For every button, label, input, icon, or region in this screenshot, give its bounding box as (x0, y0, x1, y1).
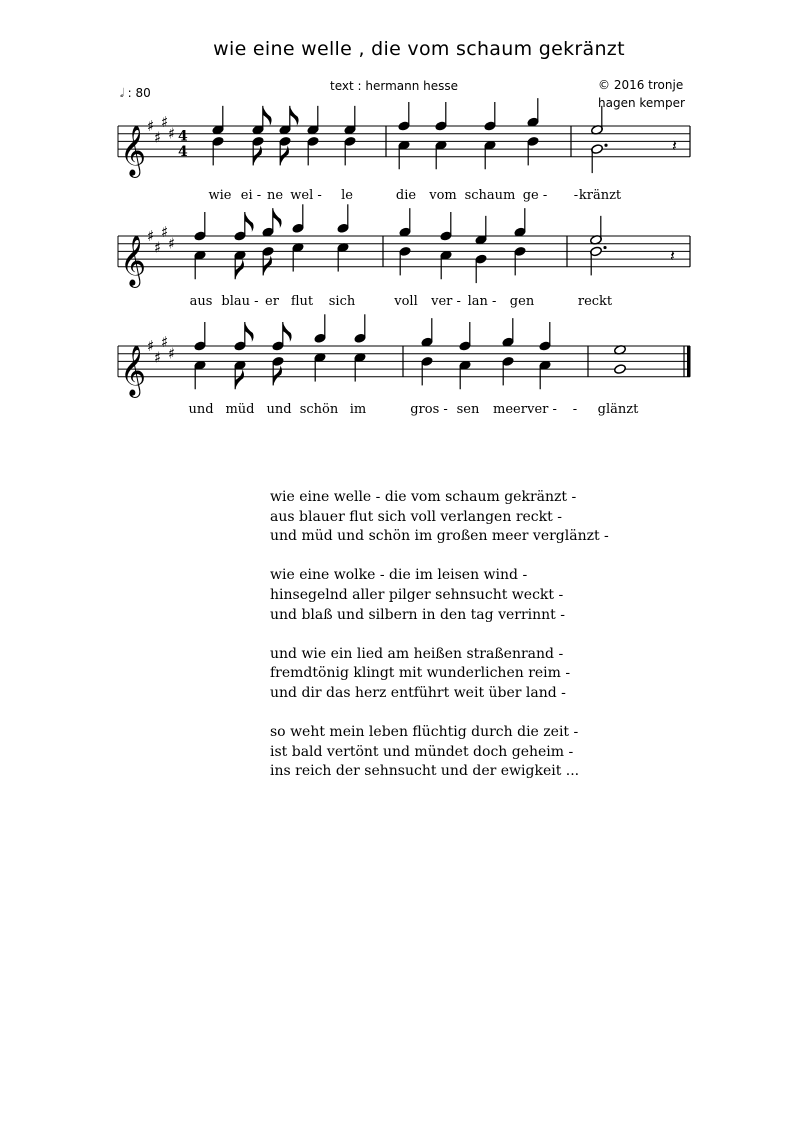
note (262, 246, 275, 275)
note-flag (273, 208, 282, 228)
note (398, 102, 411, 131)
sharp-icon: ♯ (147, 117, 155, 135)
lyric-syllable: flut (290, 294, 314, 309)
lyric-syllable: vom (429, 188, 457, 203)
note (502, 356, 515, 385)
time-signature-lower: 4 (178, 143, 188, 160)
note (527, 136, 540, 165)
note (194, 212, 207, 241)
sharp-icon: ♯ (168, 124, 176, 143)
note (514, 246, 527, 275)
tempo-marking: 𝅗𝅥 : 80 (120, 86, 151, 100)
lyric-syllable: ver - (527, 402, 557, 417)
lyric-syllable: im (349, 402, 367, 417)
note (234, 212, 254, 241)
lyric-syllable: die (395, 188, 417, 203)
quarter-rest-icon: 𝄽 (672, 136, 677, 156)
lyric-syllable: und (266, 402, 292, 417)
sharp-icon: ♯ (161, 223, 169, 242)
lyric-syllable: müd (225, 402, 255, 417)
sharp-icon: ♯ (147, 337, 155, 355)
poem-line: und müd und schön im großen meer verglänzt - (270, 528, 609, 545)
note (399, 208, 412, 237)
song-title: wie eine welle , die vom schaum gekränzt (213, 38, 625, 60)
treble-clef-icon: 𝄞 (120, 234, 147, 286)
sharp-icon: ♯ (147, 227, 155, 245)
lyric-syllable: meer (493, 402, 527, 417)
note (514, 208, 527, 237)
sharp-icon: ♯ (161, 113, 169, 132)
composer-line: hagen kemper (598, 96, 685, 110)
note (459, 322, 472, 351)
time-signature-upper: 4 (178, 128, 188, 145)
lyric-syllable: er (265, 294, 279, 309)
note (484, 102, 497, 131)
note-flag (283, 322, 292, 342)
note (539, 360, 552, 389)
lyric-syllable: schaum (464, 188, 516, 203)
poem-stanza (270, 488, 609, 547)
note (212, 106, 225, 135)
dot (604, 144, 607, 147)
poem-line: ist bald vertönt und mündet doch geheim - (270, 743, 574, 760)
note (435, 140, 448, 169)
treble-clef-icon: 𝄞 (120, 344, 147, 396)
note (484, 140, 497, 169)
lyric-syllable: ver - (431, 294, 461, 309)
quarter-rest-icon: 𝄽 (670, 246, 675, 266)
note (421, 356, 434, 385)
note-flag (235, 259, 244, 279)
sharp-icon: ♯ (154, 348, 162, 367)
lyric-syllable: wie (208, 188, 232, 203)
lyric-syllable: le (341, 188, 353, 203)
note (234, 322, 254, 351)
dot (603, 246, 606, 249)
note (527, 98, 540, 127)
lyric-syllable: schön (299, 402, 339, 417)
note (337, 204, 350, 233)
note (307, 106, 320, 135)
note-flag (290, 106, 299, 126)
poem-line: wie eine welle - die vom schaum gekränzt - (270, 489, 577, 505)
lyric-syllable: ge - (522, 188, 548, 203)
lyric-syllable: voll (394, 294, 418, 309)
note (440, 250, 453, 279)
note (435, 102, 448, 131)
note (475, 216, 488, 245)
note (421, 318, 434, 347)
poem-line: ins reich der sehnsucht und der ewigkeit ... (270, 763, 580, 780)
poem-stanza (270, 723, 609, 782)
note (252, 106, 272, 135)
note (591, 144, 608, 173)
sharp-icon: ♯ (161, 333, 169, 352)
sharp-icon: ♯ (168, 234, 176, 253)
music-score (0, 0, 793, 460)
note-flag (263, 106, 272, 126)
poem-line: und wie ein lied am heißen straßenrand - (270, 645, 564, 662)
note (252, 136, 265, 165)
poem-stanza (270, 566, 609, 625)
note (591, 106, 604, 135)
note (292, 204, 305, 233)
note (279, 106, 299, 135)
note-flag (245, 322, 254, 342)
note (307, 136, 320, 165)
lyric-syllable: ei - (240, 188, 262, 203)
note (398, 140, 411, 169)
note (344, 136, 357, 165)
text-credit: text : hermann hesse (330, 79, 459, 93)
note (272, 356, 285, 385)
note (475, 254, 488, 283)
note-flag (245, 212, 254, 232)
note (354, 314, 367, 343)
note-flag (263, 255, 272, 275)
sharp-icon: ♯ (154, 238, 162, 257)
poem-line: und blaß und silbern in den tag verrinnt - (270, 606, 565, 623)
lyric-syllable: aus (189, 294, 213, 309)
note (194, 250, 207, 279)
note (344, 106, 357, 135)
note (212, 136, 225, 165)
note (279, 136, 292, 165)
poem-line: hinsegelnd aller pilger sehnsucht weckt - (270, 586, 564, 603)
lyric-syllable: - (572, 402, 578, 417)
lyric-syllable: sen (456, 402, 480, 417)
lyric-syllable: gen (509, 294, 535, 309)
note (590, 246, 607, 275)
treble-clef-icon: 𝄞 (120, 124, 147, 176)
sharp-icon: ♯ (154, 128, 162, 147)
note-flag (235, 369, 244, 389)
note (262, 208, 282, 237)
poem-text (270, 488, 609, 802)
poem-line: fremdtönig klingt mit wunderlichen reim - (270, 665, 571, 682)
lyric-syllable: glänzt (597, 402, 639, 417)
poem-line: und dir das herz entführt weit über land - (270, 684, 566, 701)
note (194, 360, 207, 389)
note (234, 360, 247, 389)
lyric-syllable: lan - (467, 294, 497, 309)
final-barline (687, 346, 691, 377)
note (539, 322, 552, 351)
note-flag (253, 145, 262, 165)
poem-stanza (270, 645, 609, 704)
note (502, 318, 515, 347)
lyric-syllable: - (573, 188, 579, 203)
note (272, 322, 292, 351)
notehead (614, 364, 627, 375)
note (234, 250, 247, 279)
lyric-syllable: kränzt (578, 188, 622, 203)
note (590, 216, 603, 245)
lyric-syllable: wel - (290, 188, 322, 203)
lyric-syllable: gros - (410, 402, 448, 417)
note (614, 364, 627, 375)
lyric-syllable: ne (266, 188, 284, 203)
note-flag (273, 365, 282, 385)
note-flag (280, 145, 289, 165)
note (194, 322, 207, 351)
lyric-syllable: blau - (221, 294, 259, 309)
poem-line: aus blauer flut sich voll verlangen reckt - (270, 508, 562, 525)
sharp-icon: ♯ (168, 344, 176, 363)
note (440, 212, 453, 241)
note (459, 360, 472, 389)
lyric-syllable: sich (328, 294, 356, 309)
copyright-line: © 2016 tronje (598, 78, 684, 92)
poem-line: so weht mein leben flüchtig durch die zeit - (270, 724, 579, 741)
poem-line: wie eine wolke - die im leisen wind - (270, 567, 528, 584)
note (314, 314, 327, 343)
note (399, 246, 412, 275)
lyric-syllable: und (188, 402, 214, 417)
lyric-syllable: reckt (577, 294, 613, 309)
